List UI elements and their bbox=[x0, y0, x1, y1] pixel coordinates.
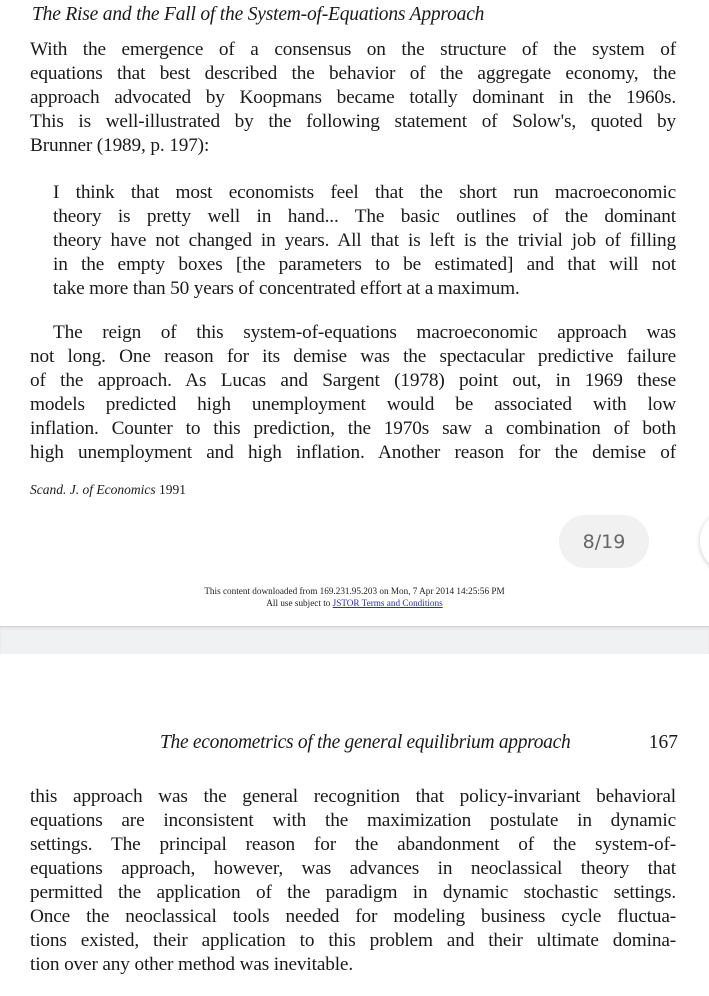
text-line: not long. One reason for its demise was the spectacular predictive failure bbox=[30, 346, 676, 367]
jstor-terms-prefix: All use subject to bbox=[266, 598, 333, 608]
jstor-download-notice: This content downloaded from 169.231.95.203 on Mon, 7 Apr 2014 14:25:56 PM bbox=[204, 586, 505, 596]
paragraph-1 bbox=[30, 38, 676, 158]
page-number: 167 bbox=[648, 732, 678, 753]
paragraph-2 bbox=[30, 321, 676, 465]
running-title: The Rise and the Fall of the System-of-Equations Approach bbox=[32, 4, 485, 25]
page-separator bbox=[0, 626, 709, 655]
page-header bbox=[160, 732, 678, 754]
text-line: inflation. Counter to this prediction, the 1970s saw a combination of both bbox=[30, 418, 676, 439]
floating-action-button[interactable] bbox=[700, 509, 709, 573]
page-indicator: 8/19 bbox=[559, 515, 649, 568]
text-line: permitted the application of the paradigm in dynamic stochastic settings. bbox=[30, 882, 676, 903]
jstor-terms-notice bbox=[0, 597, 709, 609]
text-line: tions existed, their application to this problem and their ultimate domina- bbox=[30, 930, 676, 951]
text-line: equations are inconsistent with the maximization postulate in dynamic bbox=[30, 810, 676, 831]
text-line: equations approach, however, was advances in neoclassical theory that bbox=[30, 858, 676, 879]
text-line: approach advocated by Koopmans became totally dominant in the 1960s. bbox=[30, 87, 676, 108]
text-line: settings. The principal reason for the abandonment of the system-of- bbox=[30, 834, 676, 855]
pdf-page-9 bbox=[0, 654, 709, 996]
text-line: this approach was the general recognition that policy-invariant behavioral bbox=[30, 786, 676, 807]
running-title: The econometrics of the general equilibrium approach bbox=[160, 732, 571, 753]
text-line: Once the neoclassical tools needed for modeling business cycle fluctua- bbox=[30, 906, 676, 927]
text-line: equations that best described the behavior of the aggregate economy, the bbox=[30, 63, 676, 84]
text-line: of the approach. As Lucas and Sargent (1978) point out, in 1969 these bbox=[30, 370, 676, 391]
text-line: take more than 50 years of concentrated effort at a maximum. bbox=[53, 278, 520, 299]
text-line: high unemployment and high inflation. Another reason for the demise of bbox=[30, 442, 676, 463]
paragraph-3 bbox=[30, 785, 676, 977]
text-line: in the empty boxes [the parameters to be estimated] and that will not bbox=[53, 254, 676, 275]
text-line: The reign of this system-of-equations macroeconomic approach was bbox=[53, 322, 676, 343]
text-line: theory is pretty well in hand... The basic outlines of the dominant bbox=[53, 206, 676, 227]
block-quote bbox=[53, 181, 676, 301]
text-line: I think that most economists feel that the short run macroeconomic bbox=[53, 182, 676, 203]
journal-footer bbox=[30, 482, 186, 498]
text-line: Brunner (1989, p. 197): bbox=[30, 135, 210, 156]
text-line: tion over any other method was inevitable. bbox=[30, 954, 353, 975]
journal-year: 1991 bbox=[158, 482, 186, 497]
text-line: models predicted high unemployment would be associated with low bbox=[30, 394, 676, 415]
text-line: This is well-illustrated by the following statement of Solow's, quoted by bbox=[30, 111, 676, 132]
text-line: theory have not changed in years. All that is left is the trivial job of filling bbox=[53, 230, 676, 251]
text-line: With the emergence of a consensus on the structure of the system of bbox=[30, 39, 676, 60]
journal-name: Scand. J. of Economics bbox=[30, 482, 156, 497]
jstor-terms-link[interactable]: JSTOR Terms and Conditions bbox=[332, 598, 443, 608]
